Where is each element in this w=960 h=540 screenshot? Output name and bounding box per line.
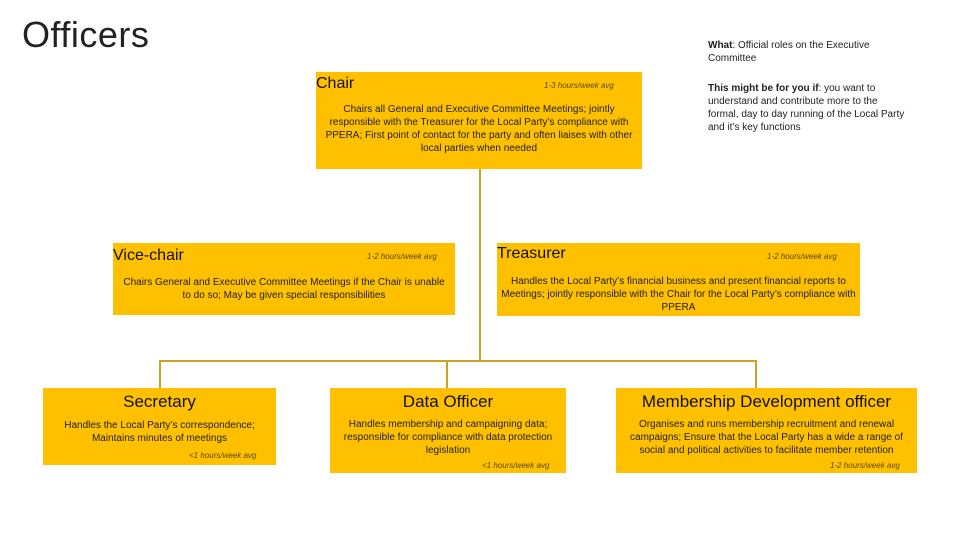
for-you-text: : you want to understand and contribute more to the formal, day to day running of the Local Party and it’s key functions — [708, 83, 905, 133]
secretary-desc: Handles the Local Party’s correspondence; Maintains minutes of meetings — [64, 420, 255, 444]
treasurer-desc: Handles the Local Party’s financial business and present financial reports to Meetings; jointly responsible with the Chair for the Local Party’s compliance with PPERA — [501, 276, 856, 313]
secretary-hours: <1 hours/week avg — [189, 451, 257, 460]
data-officer-hours: <1 hours/week avg — [482, 461, 550, 470]
what-note — [708, 39, 908, 65]
membership-officer-box — [616, 388, 917, 473]
what-label: What — [708, 40, 733, 51]
for-you-note — [708, 82, 908, 134]
connector-membership — [755, 360, 757, 388]
what-text: : Official roles on the Executive Committee — [708, 40, 870, 64]
treasurer-name: Treasurer — [497, 245, 566, 262]
for-you-label: This might be for you if — [708, 83, 819, 94]
secretary-name: Secretary — [123, 392, 196, 411]
data-officer-desc: Handles membership and campaigning data; responsible for compliance with data protection legislation — [343, 419, 553, 456]
chair-name: Chair — [316, 75, 355, 92]
vice-chair-box — [113, 243, 455, 315]
connector-data-officer — [446, 360, 448, 388]
page-title: Officers — [22, 14, 150, 55]
membership-officer-desc: Organises and runs membership recruitment and renewal campaigns; Ensure that the Local Party has a wide a range of social and political activities to facilitate member retention — [630, 419, 903, 456]
membership-officer-name: Membership Development officer — [641, 392, 892, 411]
connector-horizontal — [159, 360, 757, 362]
data-officer-box — [330, 388, 566, 473]
membership-officer-hours: 1-2 hours/week avg — [830, 461, 900, 470]
data-officer-name: Data Officer — [402, 392, 494, 411]
vice-chair-name: Vice-chair — [113, 247, 184, 264]
secretary-box — [43, 388, 276, 465]
vice-chair-desc: Chairs General and Executive Committee Meetings if the Chair is unable to do so; May be given special responsibilities — [123, 277, 445, 301]
chair-hours: 1-3 hours/week avg — [544, 81, 614, 90]
chair-desc: Chairs all General and Executive Committee Meetings; jointly responsible with the Treasurer for the Local Party’s compliance with PPERA; First point of contact for the party and often liaises with other local parties when needed — [325, 104, 633, 154]
treasurer-box — [497, 243, 860, 316]
treasurer-hours: 1-2 hours/week avg — [767, 252, 837, 261]
vice-chair-hours: 1-2 hours/week avg — [367, 252, 437, 261]
connector-secretary — [159, 360, 161, 388]
chair-box — [316, 72, 642, 169]
connector-chair-down — [479, 168, 481, 362]
